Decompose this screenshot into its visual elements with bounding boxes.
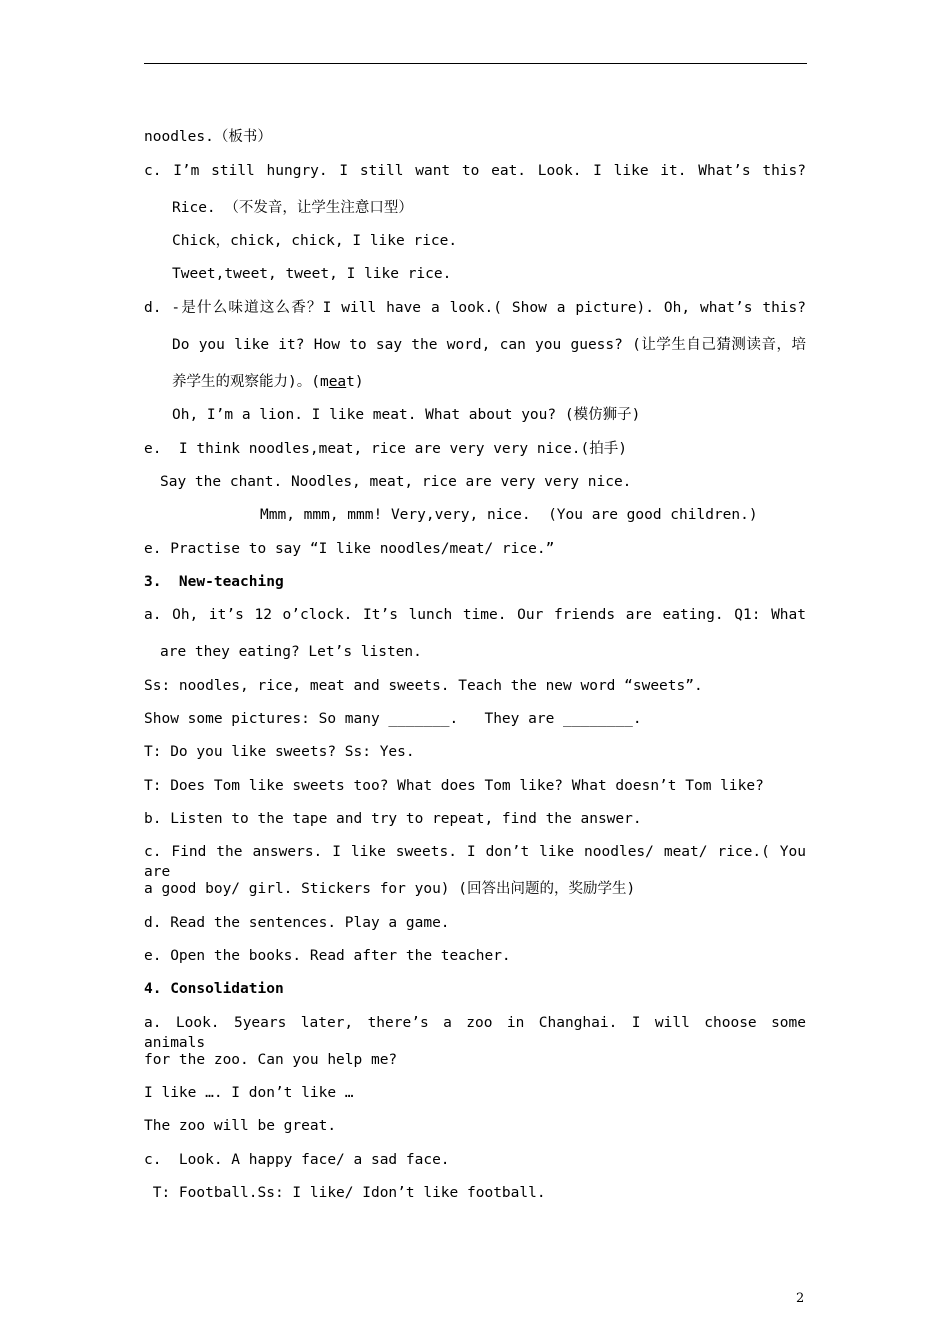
text-line: Mmm, mmm, mmm! Very,very, nice. (You are good children.) (260, 507, 758, 523)
text-line: c. Look. A happy face/ a sad face. (144, 1152, 450, 1168)
text-line: noodles.（板书） (144, 129, 272, 145)
text-line: e. Practise to say “I like noodles/meat/ rice.” (144, 541, 555, 557)
text-line: T: Football.Ss: I like/ Idon’t like football. (144, 1185, 546, 1201)
section-heading: 3. New-teaching (144, 574, 284, 590)
text-line (172, 372, 364, 392)
text-line: T: Do you like sweets? Ss: Yes. (144, 744, 415, 760)
text-line: The zoo will be great. (144, 1118, 337, 1134)
text-line: Rice. （不发音，让学生注意口型） (172, 200, 413, 216)
text-line: Chick，chick, chick, I like rice. (172, 233, 458, 249)
text-line: e. I think noodles,meat, rice are very very nice.(拍手) (144, 441, 627, 457)
text-line: for the zoo. Can you help me? (144, 1052, 398, 1068)
text-line: d. -是什么味道这么香？I will have a look.( Show a picture). Oh, what’s this? (144, 300, 806, 316)
text-line: Do you like it? How to say the word, can you guess? (让学生自己猜测读音，培 (172, 337, 806, 353)
text-line: c. I’m still hungry. I still want to eat. Look. I like it. What’s this? (144, 163, 806, 179)
text-line: Ss: noodles, rice, meat and sweets. Teach the new word “sweets”. (144, 678, 703, 694)
text-line: a. Look. 5years later, there’s a zoo in Changhai. I will choose some animals (144, 1015, 806, 1051)
text-line: a. Oh, it’s 12 o’clock. It’s lunch time. Our friends are eating. Q1: What (144, 607, 806, 623)
text-line: Say the chant. Noodles, meat, rice are very very nice. (160, 474, 632, 490)
text-segment: 养学生的观察能力)。(m (172, 374, 329, 390)
text-line: Show some pictures: So many _______. They are ________. (144, 711, 642, 727)
text-line: e. Open the books. Read after the teacher. (144, 948, 511, 964)
underlined-segment: ea (328, 374, 347, 390)
text-line: Oh, I’m a lion. I like meat. What about you? (模仿狮子) (172, 407, 641, 423)
text-line: T: Does Tom like sweets too? What does Tom like? What doesn’t Tom like? (144, 778, 764, 794)
text-line: a good boy/ girl. Stickers for you) (回答出问题的，奖励学生) (144, 881, 636, 897)
text-line: d. Read the sentences. Play a game. (144, 915, 450, 931)
section-heading: 4. Consolidation (144, 981, 284, 997)
text-segment: t) (346, 374, 364, 390)
text-line: are they eating? Let’s listen. (160, 644, 422, 660)
text-line: b. Listen to the tape and try to repeat, find the answer. (144, 811, 642, 827)
header-rule (144, 63, 807, 64)
text-line: Tweet,tweet, tweet, I like rice. (172, 266, 452, 282)
page-number: 2 (796, 1291, 805, 1306)
text-line: c. Find the answers. I like sweets. I don’t like noodles/ meat/ rice.( You are (144, 844, 806, 880)
text-line: I like …. I don’t like … (144, 1085, 354, 1101)
